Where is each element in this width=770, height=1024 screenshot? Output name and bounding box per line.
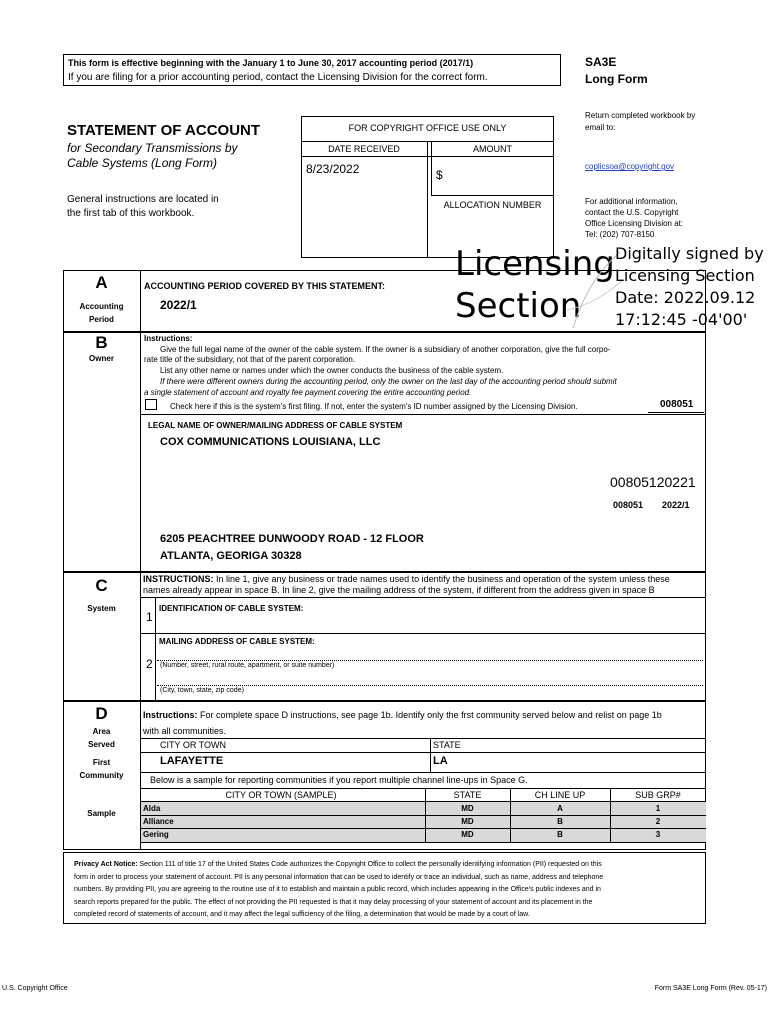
space-a-label-2: Period: [89, 315, 114, 324]
street-address-hint: (Number, street, rural route, apartment, or suite number): [160, 662, 335, 669]
space-d-label-area: Area: [92, 727, 111, 736]
privacy-line: [74, 859, 603, 872]
identification-label: IDENTIFICATION OF CABLE SYSTEM:: [159, 604, 304, 613]
privacy-line: numbers. By providing PII, you are agreeing to the routine use of it to establish and maintain a public record, which includes appearing in the Office's public indexes and in: [74, 886, 601, 893]
footer-left: U.S. Copyright Office: [2, 985, 68, 992]
footer-right: Form SA3E Long Form (Rev. 05-17): [654, 985, 767, 992]
office-use-heading: FOR COPYRIGHT OFFICE USE ONLY: [348, 123, 507, 133]
owner-reference-id: 008051: [613, 500, 644, 510]
effective-notice-line1: This form is effective beginning with the January 1 to June 30, 2017 accounting period (2017/1): [68, 58, 474, 68]
space-d-instructions: [143, 710, 662, 720]
privacy-line: completed record of statements of account, and it may affect the legal sufficiency of the filing, a determination that would be made by a court of law.: [74, 911, 530, 918]
owner-reference-number: 00805120221: [610, 474, 696, 490]
space-c-instruction-1: In line 1, give any business or trade names used to identify the business and operation of the system unless these: [213, 574, 670, 584]
owner-name-field[interactable]: COX COMMUNICATIONS LOUISIANA, LLC: [160, 436, 381, 448]
owner-heading: LEGAL NAME OF OWNER/MAILING ADDRESS OF CABLE SYSTEM: [148, 421, 403, 430]
accounting-period-heading: ACCOUNTING PERIOD COVERED BY THIS STATEMENT:: [144, 281, 386, 291]
space-c-instructions-heading: INSTRUCTIONS:: [143, 574, 214, 584]
sample-state: MD: [461, 830, 474, 839]
additional-info-line: Tel: (202) 707-8150: [585, 230, 655, 239]
owner-address-line2[interactable]: ATLANTA, GEORIGA 30328: [160, 550, 302, 562]
sample-state: MD: [461, 817, 474, 826]
space-a-label-1: Accounting: [79, 302, 124, 311]
date-received-label: DATE RECEIVED: [328, 144, 400, 154]
return-instructions: Return completed workbook by email to:: [585, 111, 696, 132]
accounting-period-value: 2022/1: [160, 298, 197, 312]
sample-header-ch-line-up: CH LINE UP: [534, 790, 586, 800]
general-instructions-2: the first tab of this workbook.: [67, 208, 195, 219]
signature-name-line1: Licensing: [455, 244, 615, 284]
additional-info-line: For additional information,: [585, 197, 678, 206]
sample-ch-line-up: B: [557, 830, 563, 839]
space-c-instructions: [143, 574, 670, 584]
space-b-instruction-4: If there were different owners during the accounting period, only the owner on the last day of the accounting period should submit: [160, 377, 617, 386]
sample-ch-line-up: B: [557, 817, 563, 826]
signature-detail-line: 17:12:45 -04'00': [615, 310, 748, 329]
allocation-number-label: ALLOCATION NUMBER: [443, 200, 542, 210]
street-address-field[interactable]: [157, 646, 703, 660]
privacy-line: search reports prepared for the public. The effect of not providing the PII requested is that it may delay processing of your statement of account and its placement in the: [74, 898, 593, 906]
signature-detail-line: Date: 2022.09.12: [615, 288, 756, 307]
space-a-letter: A: [95, 273, 108, 292]
system-id-field[interactable]: 008051: [660, 399, 694, 410]
additional-info: [585, 196, 683, 240]
effective-notice-line2: If you are filing for a prior accounting period, contact the Licensing Division for the correct form.: [68, 72, 488, 83]
sample-header-city: CITY OR TOWN (SAMPLE): [225, 790, 337, 800]
form-type: Long Form: [585, 72, 648, 86]
privacy-text: Section 111 of title 17 of the United States Code authorizes the Copyright Office to collect the personally identifying information (PII) requested on this: [137, 861, 602, 868]
space-c-label: System: [87, 604, 116, 613]
space-d-instruction-1: For complete space D instructions, see page 1b. Identify only the frst community served below and relist on page 1b: [197, 710, 662, 720]
first-filing-text: Check here if this is the system's first filing. If not, enter the system's ID number assigned by the Licensing Division.: [170, 402, 578, 411]
space-b-instructions-heading: Instructions:: [144, 334, 193, 343]
title-subtitle-1: for Secondary Transmissions by: [67, 141, 238, 155]
owner-reference-period: 2022/1: [662, 500, 690, 510]
date-received-value: 8/23/2022: [306, 162, 360, 176]
state-label: STATE: [433, 740, 461, 750]
title-subtitle-2: Cable Systems (Long Form): [67, 156, 218, 170]
sample-city: Gering: [143, 830, 169, 839]
first-community-state-field[interactable]: LA: [433, 755, 448, 767]
privacy-heading: Privacy Act Notice:: [74, 861, 138, 868]
space-b-label: Owner: [89, 354, 114, 363]
privacy-line: form in order to process your statement of account. PII is any personal information that can be used to identify or trace an individual, such as name, address and telephone: [74, 873, 604, 881]
sample-note: Below is a sample for reporting communities if you report multiple channel line-ups in Space G.: [150, 775, 528, 785]
sample-state: MD: [461, 804, 474, 813]
amount-label: AMOUNT: [473, 144, 512, 154]
space-b-instruction-1: Give the full legal name of the owner of the cable system. If the owner is a subsidiary of another corporation, give the full corpo-: [160, 345, 611, 354]
city-address-hint: (City, town, state, zip code): [160, 687, 244, 694]
privacy-notice: [74, 859, 603, 922]
form-code: SA3E: [585, 55, 617, 69]
city-address-field[interactable]: [157, 671, 703, 685]
city-or-town-label: CITY OR TOWN: [160, 740, 227, 750]
space-c-instruction-2: names already appear in space B. In line 2, give the mailing address of the system, if different from the address given in space B: [143, 585, 655, 595]
general-instructions-1: General instructions are located in: [67, 194, 219, 205]
copyright-email-link[interactable]: coplicsoa@copyright.gov: [585, 162, 675, 171]
first-filing-checkbox[interactable]: [145, 399, 157, 410]
line-2-number: 2: [146, 657, 153, 671]
space-b-letter: B: [95, 333, 108, 352]
space-b-instruction-5: a single statement of account and royalty fee payment covering the entire accounting period.: [144, 388, 472, 397]
space-d-label-served: Served: [88, 740, 115, 749]
owner-address-line1[interactable]: 6205 PEACHTREE DUNWOODY ROAD - 12 FLOOR: [160, 533, 424, 545]
signature-detail-line: Licensing Section: [615, 266, 755, 285]
sample-header-sub-grp: SUB GRP#: [635, 790, 681, 800]
page-title: STATEMENT OF ACCOUNT: [67, 122, 261, 139]
amount-value: $: [436, 168, 443, 182]
sample-sub-grp: 3: [655, 830, 661, 839]
space-d-label-first: First: [92, 758, 111, 767]
additional-info-line: Office Licensing Division at:: [585, 219, 684, 228]
sample-sub-grp: 2: [655, 817, 661, 826]
identification-field[interactable]: [157, 614, 703, 632]
space-d-label-community: Community: [79, 771, 124, 780]
sample-header-state: STATE: [453, 790, 482, 800]
space-d-sample-label: Sample: [87, 809, 116, 818]
sample-city: Alliance: [143, 817, 174, 826]
signature-detail-line: Digitally signed by: [615, 244, 764, 263]
space-c-letter: C: [95, 576, 108, 595]
first-community-city-field[interactable]: LAFAYETTE: [160, 755, 224, 767]
sample-city: Alda: [143, 804, 161, 813]
space-d-instruction-2: with all communities.: [143, 726, 227, 736]
sample-sub-grp: 1: [655, 804, 661, 813]
sample-ch-line-up: A: [557, 804, 563, 813]
space-d-instructions-heading: Instructions:: [143, 710, 198, 720]
space-b-instruction-3: List any other name or names under which the owner conducts the business of the cable system.: [160, 366, 504, 375]
space-b-instruction-2: rate title of the subsidiary, not that of the parent corporation.: [144, 355, 356, 364]
mailing-address-label: MAILING ADDRESS OF CABLE SYSTEM:: [159, 637, 315, 646]
space-d-letter: D: [95, 704, 108, 723]
signature-name-line2: Section: [455, 286, 582, 326]
additional-info-line: contact the U.S. Copyright: [585, 208, 679, 217]
line-1-number: 1: [146, 610, 153, 624]
